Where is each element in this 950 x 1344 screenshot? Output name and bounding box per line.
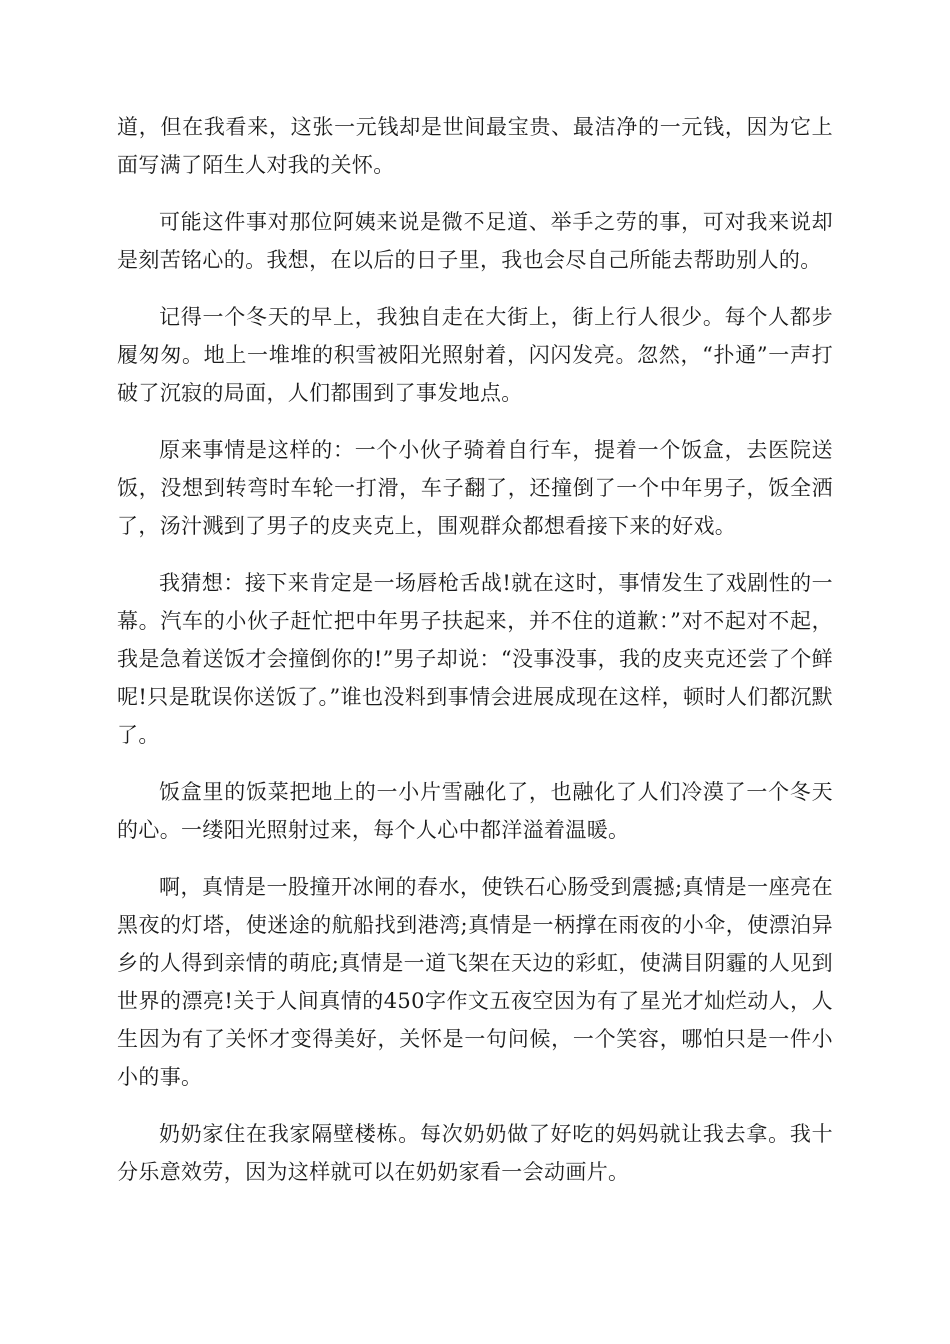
paragraph: 记得一个冬天的早上，我独自走在大街上，街上行人很少。每个人都步履匆匆。地上一堆堆的积雪被阳光照射着，闪闪发亮。忽然，“扑通”一声打破了沉寂的局面，人们都围到了事发地点。 [117, 305, 833, 405]
paragraph-continued: 道，但在我看来，这张一元钱却是世间最宝贵、最洁净的一元钱，因为它上面写满了陌生人对我的关怀。 [117, 115, 833, 177]
paragraph: 饭盒里的饭菜把地上的一小片雪融化了，也融化了人们冷漠了一个冬天的心。一缕阳光照射过来，每个人心中都洋溢着温暖。 [117, 780, 833, 842]
paragraph: 奶奶家住在我家隔壁楼栋。每次奶奶做了好吃的妈妈就让我去拿。我十分乐意效劳，因为这样就可以在奶奶家看一会动画片。 [117, 1122, 833, 1184]
paragraph: 我猜想：接下来肯定是一场唇枪舌战!就在这时，事情发生了戏剧性的一幕。汽车的小伙子赶忙把中年男子扶起来，并不住的道歉：”对不起对不起，我是急着送饭才会撞倒你的!”男子却说：“没事没事，我的皮夹克还尝了个鲜呢!只是耽误你送饭了。”谁也没料到事情会进展成现在这样，顿时人们都沉默了。 [117, 571, 833, 747]
paragraph: 原来事情是这样的：一个小伙子骑着自行车，提着一个饭盒，去医院送饭，没想到转弯时车轮一打滑，车子翻了，还撞倒了一个中年男子，饭全洒了，汤汁溅到了男子的皮夹克上，围观群众都想看接下来的好戏。 [117, 438, 833, 538]
paragraph: 啊，真情是一股撞开冰闸的春水，使铁石心肠受到震撼;真情是一座亮在黑夜的灯塔，使迷途的航船找到港湾;真情是一柄撑在雨夜的小伞，使漂泊异乡的人得到亲情的萌庇;真情是一道飞架在天边的彩虹，使满目阴霾的人见到世界的漂亮!关于人间真情的450字作文五夜空因为有了星光才灿烂动人，人生因为有了关怀才变得美好，关怀是一句问候，一个笑容，哪怕只是一件小小的事。 [117, 875, 833, 1089]
document-body [117, 108, 833, 1210]
paragraph: 可能这件事对那位阿姨来说是微不足道、举手之劳的事，可对我来说却是刻苦铭心的。我想，在以后的日子里，我也会尽自己所能去帮助别人的。 [117, 210, 833, 272]
